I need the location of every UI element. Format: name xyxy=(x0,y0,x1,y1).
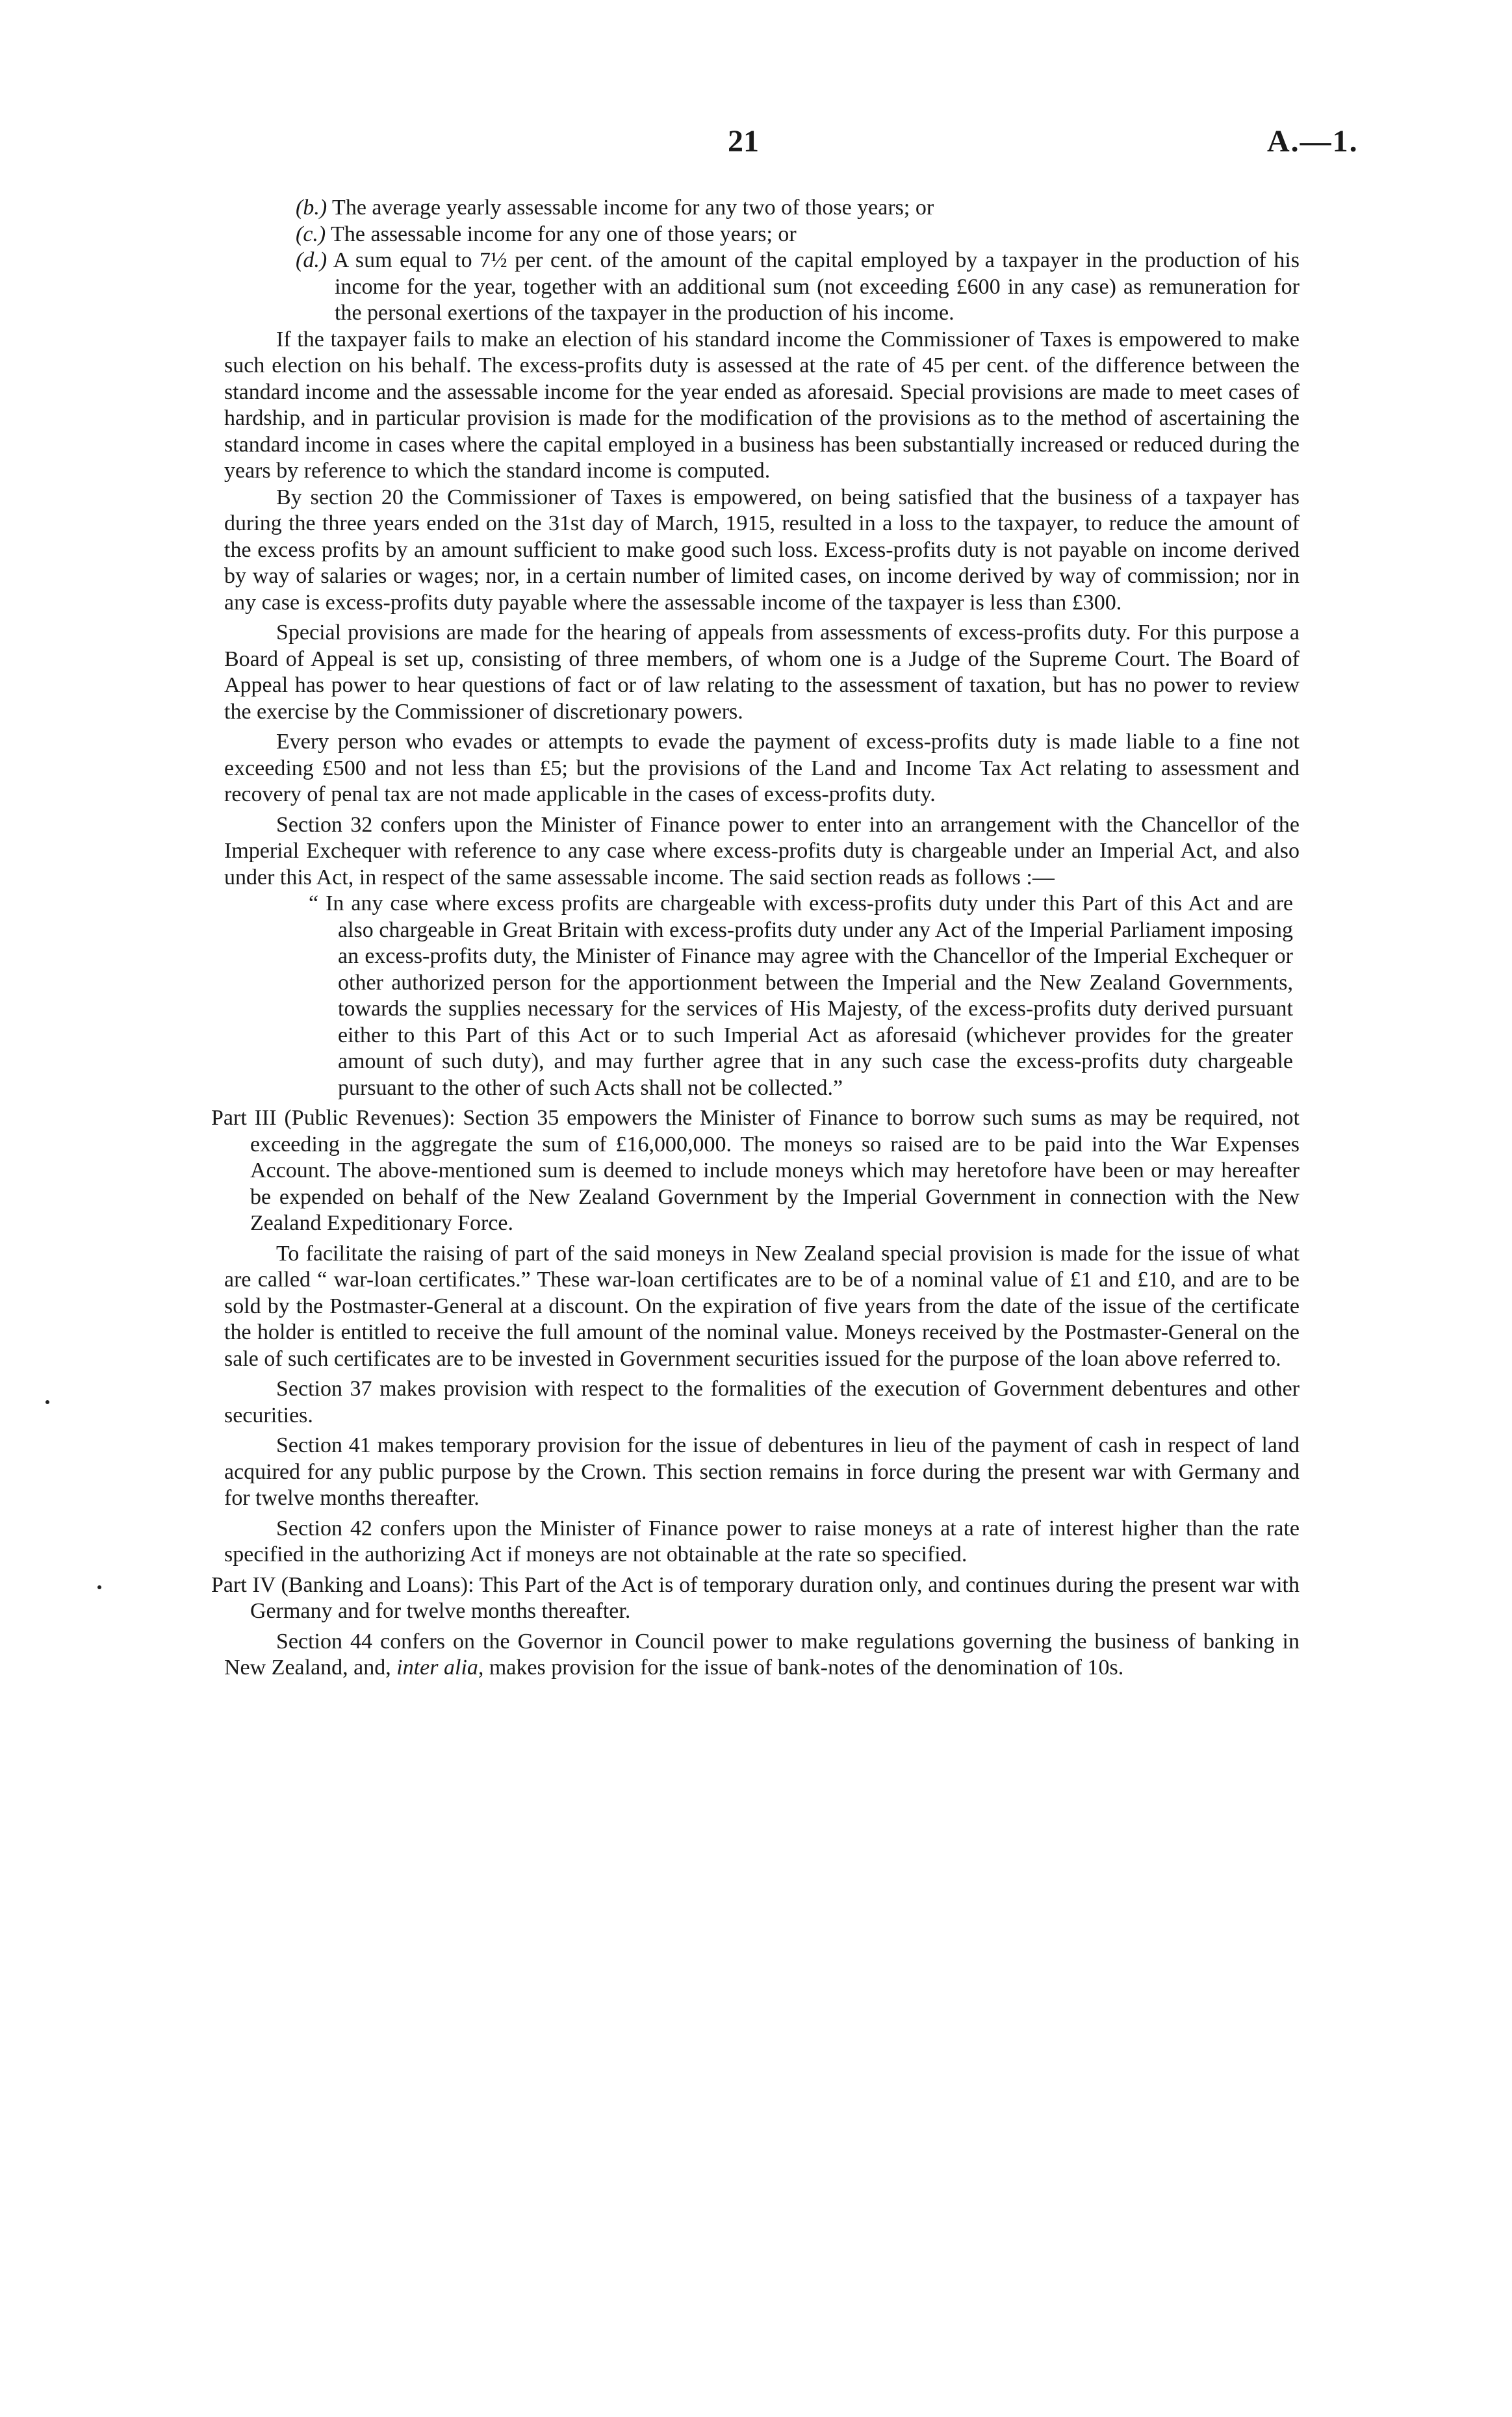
paragraph: Section 42 confers upon the Minister of Finance power to raise moneys at a rate of interest higher than the rate specified in the authorizing Act if moneys are not obtainable at the rate so specified. xyxy=(224,1516,1300,1567)
paragraph: Every person who evades or attempts to evade the payment of excess-profits duty is made liable to a fine not exceeding £500 and not less than £5; but the provisions of the Land and Income Tax Act relating to assessment and recovery of penal tax are not made applicable in the cases of excess-profits duty. xyxy=(224,730,1300,806)
paragraph: If the taxpayer fails to make an election of his standard income the Commissioner of Taxes is empowered to make such election on his behalf. The excess-profits duty is assessed at the rate of 45 per cent. of the difference between the standard income and the assessable income for the year ended as aforesaid. Special provisions are made to meet cases of hardship, and in particular provision is made for the modification of the provisions as to the method of ascertaining the standard income in cases where the capital employed in a business has been substantially increased or reduced during the years by reference to which the standard income is computed. xyxy=(224,327,1300,483)
list-item-text: The assessable income for any one of those years; or xyxy=(331,222,797,246)
document-body xyxy=(211,195,1300,1682)
list-item-text: A sum equal to 7½ per cent. of the amount of the capital employed by a taxpayer in the production of his income for the year, together with an additional sum (not exceeding £600 in any case) as remuneration for the personal exertions of the taxpayer in the production of his income. xyxy=(333,248,1300,325)
list-item-label: (d.) xyxy=(296,248,327,272)
list-item xyxy=(224,195,1300,222)
part-heading-paragraph: Part IV (Banking and Loans): This Part of the Act is of temporary duration only, and continues during the present war with Germany and for twelve months thereafter. xyxy=(211,1572,1300,1623)
document-reference: A.—1. xyxy=(1267,124,1359,159)
paragraph-text: makes provision for the issue of bank-notes of the denomination of 10s. xyxy=(489,1656,1124,1680)
part-heading-paragraph: Part III (Public Revenues): Section 35 empowers the Minister of Finance to borrow such sums as may be required, not exceeding in the aggregate the sum of £16,000,000. The moneys so raised are to be paid into the War Expenses Account. The above-mentioned sum is deemed to include moneys which may heretofore have been or may hereafter be expended on behalf of the New Zealand Government by the Imperial Government in connection with the New Zealand Expeditionary Force. xyxy=(211,1106,1300,1235)
paragraph: To facilitate the raising of part of the said moneys in New Zealand special provision is made for the issue of what are called “ war-loan certificates.” These war-loan certificates are to be of a nominal value of £1 and £10, and are to be sold by the Postmaster-General at a discount. On the expiration of five years from the date of the issue of the certificate the holder is entitled to receive the full amount of the nominal value. Moneys received by the Postmaster-General on the sale of such certificates are to be invested in Government securities issued for the purpose of the loan above referred to. xyxy=(224,1241,1300,1371)
paragraph: Special provisions are made for the hearing of appeals from assessments of excess-profits duty. For this purpose a Board of Appeal is set up, consisting of three members, of whom one is a Judge of the Supreme Court. The Board of Appeal has power to hear questions of fact or of law relating to the assessment of taxation, but has no power to review the exercise by the Commissioner of discretionary powers. xyxy=(224,620,1300,724)
paragraph: Section 41 makes temporary provision for the issue of debentures in lieu of the payment of cash in respect of land acquired for any public purpose by the Crown. This section remains in force during the present war with Germany and for twelve months thereafter. xyxy=(224,1433,1300,1510)
paragraph xyxy=(224,1629,1300,1682)
paragraph: Section 37 makes provision with respect to the formalities of the execution of Government debentures and other securities. xyxy=(224,1377,1300,1427)
list-item xyxy=(224,222,1300,248)
page-header xyxy=(0,124,1512,168)
italic-phrase: inter alia, xyxy=(396,1656,484,1680)
list-item xyxy=(224,248,1300,327)
list-item-label: (b.) xyxy=(296,196,327,220)
block-quote: “ In any case where excess profits are chargeable with excess-profits duty under this Part of this Act and are also chargeable in Great Britain with excess-profits duty under any Act of the Imperial Parliament imposing an excess-profits duty, the Minister of Finance may agree with the Chancellor of the Imperial Exchequer or other authorized person for the apportionment between the Imperial and the New Zealand Governments, towards the supplies necessary for the services of His Majesty, of the excess-profits duty derived pursuant either to this Part of this Act or to such Imperial Act as aforesaid (whichever provides for the greater amount of such duty), and may further agree that in any such case the excess-profits duty chargeable pursuant to the other of such Acts shall not be collected.” xyxy=(309,891,1293,1100)
margin-mark xyxy=(97,1585,101,1589)
list-item-label: (c.) xyxy=(296,222,326,246)
paragraph: Section 32 confers upon the Minister of Finance power to enter into an arrangement with the Chancellor of the Imperial Exchequer with reference to any case where excess-profits duty is chargeable under an Imperial Act, and also under this Act, in respect of the same assessable income. The said section reads as follows :— xyxy=(224,812,1300,889)
margin-mark xyxy=(45,1400,49,1404)
list-item-text: The average yearly assessable income for any two of those years; or xyxy=(332,196,934,220)
paragraph: By section 20 the Commissioner of Taxes is empowered, on being satisfied that the business of a taxpayer has during the three years ended on the 31st day of March, 1915, resulted in a loss to the taxpayer, to reduce the amount of the excess profits by an amount sufficient to make good such loss. Excess-profits duty is not payable on income derived by way of salaries or wages; nor, in a certain number of limited cases, on income derived by way of commission; nor in any case is excess-profits duty payable where the assessable income of the taxpayer is less than £300. xyxy=(224,485,1300,615)
paragraph-text: Section 44 confers on the Governor in Council power to make regulations governing the business of banking in New Zealand, and, xyxy=(224,1629,1300,1680)
page-number: 21 xyxy=(728,124,759,159)
